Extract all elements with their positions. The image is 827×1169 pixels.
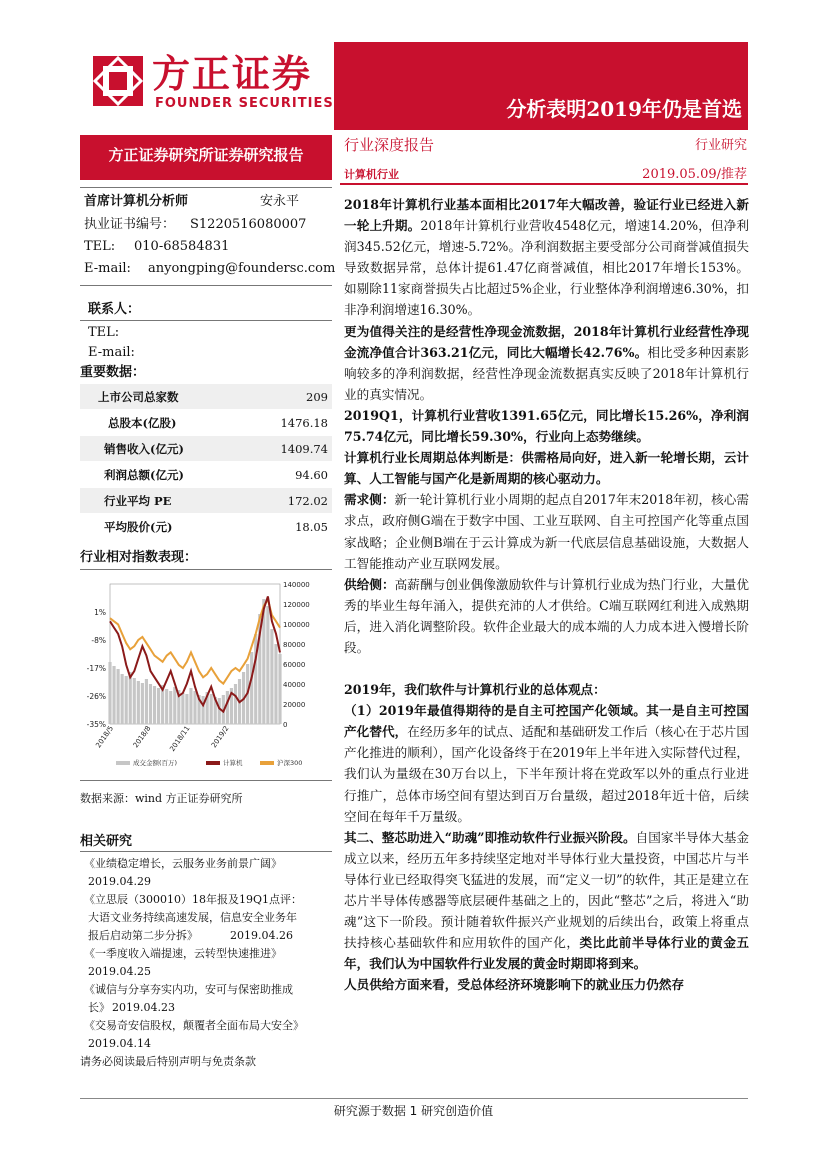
volume-bar [108, 662, 111, 724]
related-item-title[interactable]: 《交易奇安信股权，颠覆者全面布局大安全》 [84, 1019, 304, 1032]
x-tick-label: 2019/2 [209, 724, 231, 750]
related-item-title[interactable]: 《业绩稳定增长，云服务业务前景广阔》 [84, 857, 282, 870]
contact-email-label: E-mail: [88, 345, 135, 360]
highlight-text: 人员供给方面来看，受总体经济环境影响下的就业压力仍然存 [344, 977, 685, 993]
volume-bar [250, 652, 253, 724]
volume-bar [234, 684, 237, 724]
row-value: 94.60 [246, 462, 332, 488]
analyst-title: 首席计算机分析师 [84, 194, 189, 209]
y-left-tick-label: -8% [91, 636, 106, 645]
email-value[interactable]: anyongping@foundersc.com [148, 261, 336, 276]
analyst-name: 安永平 [260, 194, 300, 209]
chart-bottom-rule [80, 780, 332, 781]
paragraph [344, 405, 749, 447]
related-item-title[interactable]: 《一季度收入端提速，云转型快速推进》 [84, 947, 282, 960]
brand-name-en: FOUNDER SECURITIES [155, 96, 334, 111]
paragraph [344, 194, 749, 321]
table-row [80, 436, 332, 462]
related-item-title-end[interactable]: 报后启动第二步分拆》 [88, 929, 198, 942]
y-left-tick-label: -26% [86, 692, 106, 701]
row-label: 行业平均 PE [80, 488, 246, 514]
y-right-tick-label: 20000 [283, 701, 306, 709]
volume-bar [218, 698, 221, 724]
tel-value: 010-68584831 [134, 239, 230, 254]
x-tick-label: 2018/5 [94, 724, 116, 750]
legend-swatch [260, 761, 274, 765]
spacer [344, 658, 749, 679]
x-tick-label: 2018/11 [168, 724, 192, 753]
volume-bar [117, 669, 120, 724]
paragraph [344, 974, 749, 995]
highlight-text: 其二、整芯助进入“助魂”即推动软件行业振兴阶段。 [344, 829, 636, 845]
email-label: E-mail: [84, 261, 131, 276]
paragraph [344, 700, 749, 827]
contact-heading: 联系人： [88, 302, 141, 317]
volume-bar [141, 683, 144, 724]
body-text: 新一轮计算机行业小周期的起点自2017年末2018年初，核心需求点，政府侧G端在于数字中国、工业互联网、自主可控国产化等重点国家战略；企业侧B端在于云计算成为新一代底层信息基础设施，大数据人工智能推动产业互联网发展。 [344, 492, 749, 571]
related-item-title[interactable]: 《立思辰（300010）18年报及19Q1点评： [84, 893, 303, 906]
volume-bar [145, 679, 148, 724]
disclaimer-note: 请务必阅读最后特别声明与免责条款 [80, 1055, 256, 1068]
row-label: 利润总额(亿元) [80, 462, 246, 488]
row-label: 平均股价(元) [80, 514, 246, 540]
related-item-date: 2019.04.29 [88, 875, 151, 888]
y-right-tick-label: 40000 [283, 681, 306, 689]
volume-bar [173, 687, 176, 724]
row-label: 上市公司总家数 [80, 384, 246, 410]
highlight-text: 类比此前半导体行业的黄金五年，我们认为中国软件行业发展的黄金时期即将到来。 [344, 935, 750, 972]
institute-banner-text: 方正证券研究所证券研究报告 [108, 146, 304, 164]
chart-source: 数据来源：wind 方正证券研究所 [80, 792, 243, 805]
contact-rule [80, 320, 332, 321]
founder-logo-icon [93, 56, 143, 106]
related-heading: 相关研究 [80, 834, 133, 849]
y-right-tick-label: 0 [283, 721, 288, 729]
contact-tel-label: TEL: [88, 325, 120, 340]
sector-label: 计算机行业 [344, 168, 399, 181]
volume-bar [169, 691, 172, 724]
report-category: 行业研究 [694, 138, 747, 153]
row-value: 172.02 [246, 488, 332, 514]
cert-value: S1220516080007 [190, 217, 307, 232]
analyst-top-rule [80, 187, 332, 188]
volume-bar [270, 629, 273, 724]
highlight-text: 2019Q1，计算机行业营收1391.65亿元，同比增长15.26%，净利润75.74亿元，同比增长59.30%，行业向上态势继续。 [344, 407, 749, 445]
row-value: 18.05 [246, 514, 332, 540]
paragraph [344, 827, 749, 975]
volume-bar [112, 666, 115, 724]
volume-bar [149, 684, 152, 724]
key-data-table [80, 384, 332, 540]
volume-bar [278, 654, 281, 724]
row-label: 总股本(亿股) [80, 410, 246, 436]
legend-label: 沪深300 [277, 759, 303, 767]
row-value: 1476.18 [246, 410, 332, 436]
related-item-date: 2019.04.23 [112, 1001, 175, 1014]
paragraph [344, 489, 749, 573]
related-rule [80, 851, 332, 852]
highlight-text: （1）2019年最值得期待的是自主可控国产化领域。其一是自主可控国产化替代， [344, 703, 749, 740]
volume-bar [193, 691, 196, 724]
table-row [80, 410, 332, 436]
x-tick-label: 2018/8 [131, 724, 153, 750]
report-type: 行业深度报告 [344, 136, 435, 154]
volume-bar [274, 644, 277, 724]
legend-swatch [206, 761, 220, 765]
body-text: 自国家半导体大基金成立以来，经历五年多持续坚定地对半导体行业大量投资，中国芯片与半导体行业已经取得突飞猛进的发展，而“定义一切”的软件，其正是建立在芯片半导体传感器等底层硬件基础之上的，因此“整芯”之后，将进入“助魂”这下一阶段。预计随着软件振兴产业规划的后续出台，政策上将重点扶持核心基础软件和应用软件的国产化， [344, 829, 749, 951]
paragraph [344, 447, 749, 489]
table-row [80, 488, 332, 514]
section-label: 需求侧： [344, 492, 395, 508]
paragraph [344, 679, 749, 700]
date-rating: 2019.05.09/推荐 [642, 167, 747, 182]
body-text: 高薪酬与创业偶像激励软件与计算机行业成为热门行业，大量优秀的毕业生每年涌入，提供充沛的人才供给。C端互联网红利进入成熟期后，进入消化调整阶段。软件企业最大的成本端的人力成本进入慢增长阶段。 [344, 576, 750, 655]
tel-label: TEL: [84, 239, 116, 254]
row-label: 销售收入(亿元) [80, 436, 246, 462]
volume-bar [133, 678, 136, 724]
highlight-text: 2018年计算机行业基本面相比2017年大幅改善，验证行业已经进入新一轮上升期。 [344, 197, 749, 234]
table-row [80, 514, 332, 540]
related-item-date: 2019.04.26 [230, 929, 293, 942]
volume-bar [189, 688, 192, 724]
index-chart [80, 574, 332, 774]
highlight-text: 计算机行业长周期总体判断是：供需格局向好，进入新一轮增长期，云计算、人工智能与国产化是新周期的核心驱动力。 [344, 450, 749, 487]
volume-bar [226, 691, 229, 724]
y-right-tick-label: 120000 [283, 601, 310, 609]
y-right-tick-label: 80000 [283, 641, 306, 649]
volume-bar [125, 676, 128, 724]
report-body [344, 194, 749, 995]
table-row [80, 384, 332, 410]
y-right-tick-label: 140000 [283, 581, 310, 589]
y-right-tick-label: 100000 [283, 621, 310, 629]
related-item-date: 2019.04.25 [88, 965, 151, 978]
section-label: 供给侧： [344, 576, 395, 592]
paragraph [344, 574, 749, 658]
body-text: 相比受多种因素影响较多的净利润数据，经营性净现金流数据真实反映了2018年计算机行业的真实情况。 [344, 344, 750, 402]
volume-bar [121, 674, 124, 724]
analyst-bottom-rule [80, 285, 332, 286]
legend-label: 成交金额(百万) [133, 759, 178, 767]
table-row [80, 462, 332, 488]
highlight-text: 更为值得关注的是经营性净现金流数据，2018年计算机行业经营性净现金流净值合计363.21亿元，同比大幅增长42.76%。 [344, 323, 749, 360]
legend-swatch [116, 761, 130, 765]
header-divider [340, 183, 748, 185]
cert-label: 执业证书编号： [84, 217, 176, 232]
legend-label: 计算机 [223, 759, 243, 767]
y-left-tick-label: -35% [86, 720, 106, 729]
volume-bar [137, 681, 140, 724]
paragraph [344, 321, 749, 405]
section-heading: 2019年，我们软件与计算机行业的总体观点： [344, 682, 606, 698]
row-value: 209 [246, 384, 332, 410]
y-right-tick-label: 60000 [283, 661, 306, 669]
body-text: 2018年计算机行业营收4548亿元，增速14.20%，但净利润345.52亿元，增速-5.72%。净利润数据主要受部分公司商誉减值损失导致数据异常，总体计提61.47亿商誉减值，相比2017年增长153%。如剔除11家商誉损失占比超过5%企业，行业整体净利润增速6.30%，扣非净利润增速16.30%。 [344, 218, 750, 318]
key-data-heading: 重要数据： [80, 365, 146, 380]
volume-bar [157, 688, 160, 724]
related-item-title[interactable]: 大语文业务持续高速发展，信息安全业务年 [88, 911, 297, 924]
volume-bar [129, 672, 132, 724]
footer-tagline: 研究源于数据 1 研究创造价值 [333, 1104, 494, 1118]
volume-bar [266, 606, 269, 724]
chart-top-rule [80, 569, 332, 570]
volume-bar [185, 694, 188, 724]
y-left-tick-label: 1% [94, 608, 106, 617]
report-title: 分析表明2019年仍是首选 [506, 97, 742, 121]
volume-bar [210, 694, 213, 724]
volume-bar [165, 689, 168, 724]
body-text: 在经历多年的试点、适配和基础研发工作后（核心在于芯片国产化推进的顺利），国产化设备终于在2019年上半年进入实际替代过程，我们认为量级在30万台以上，下半年预计将在党政军以外的重点行业进行推广，总体市场空间有望达到百万台量级，超过2018年近十倍，后续空间在每年千万量级。 [344, 724, 750, 824]
brand-name-cn: 方正证券 [152, 52, 313, 96]
footer-rule [80, 1098, 748, 1099]
related-item-title[interactable]: 《诚信与分享夯实内功，安可与保密助推成 [84, 983, 293, 996]
row-value: 1409.74 [246, 436, 332, 462]
volume-bar [181, 693, 184, 724]
y-left-tick-label: -17% [86, 664, 106, 673]
related-item-date: 2019.04.14 [88, 1037, 151, 1050]
volume-bar [202, 696, 205, 724]
volume-bar [153, 686, 156, 724]
index-chart-heading: 行业相对指数表现： [80, 550, 198, 565]
related-item-title-end[interactable]: 长》 [88, 1001, 110, 1014]
